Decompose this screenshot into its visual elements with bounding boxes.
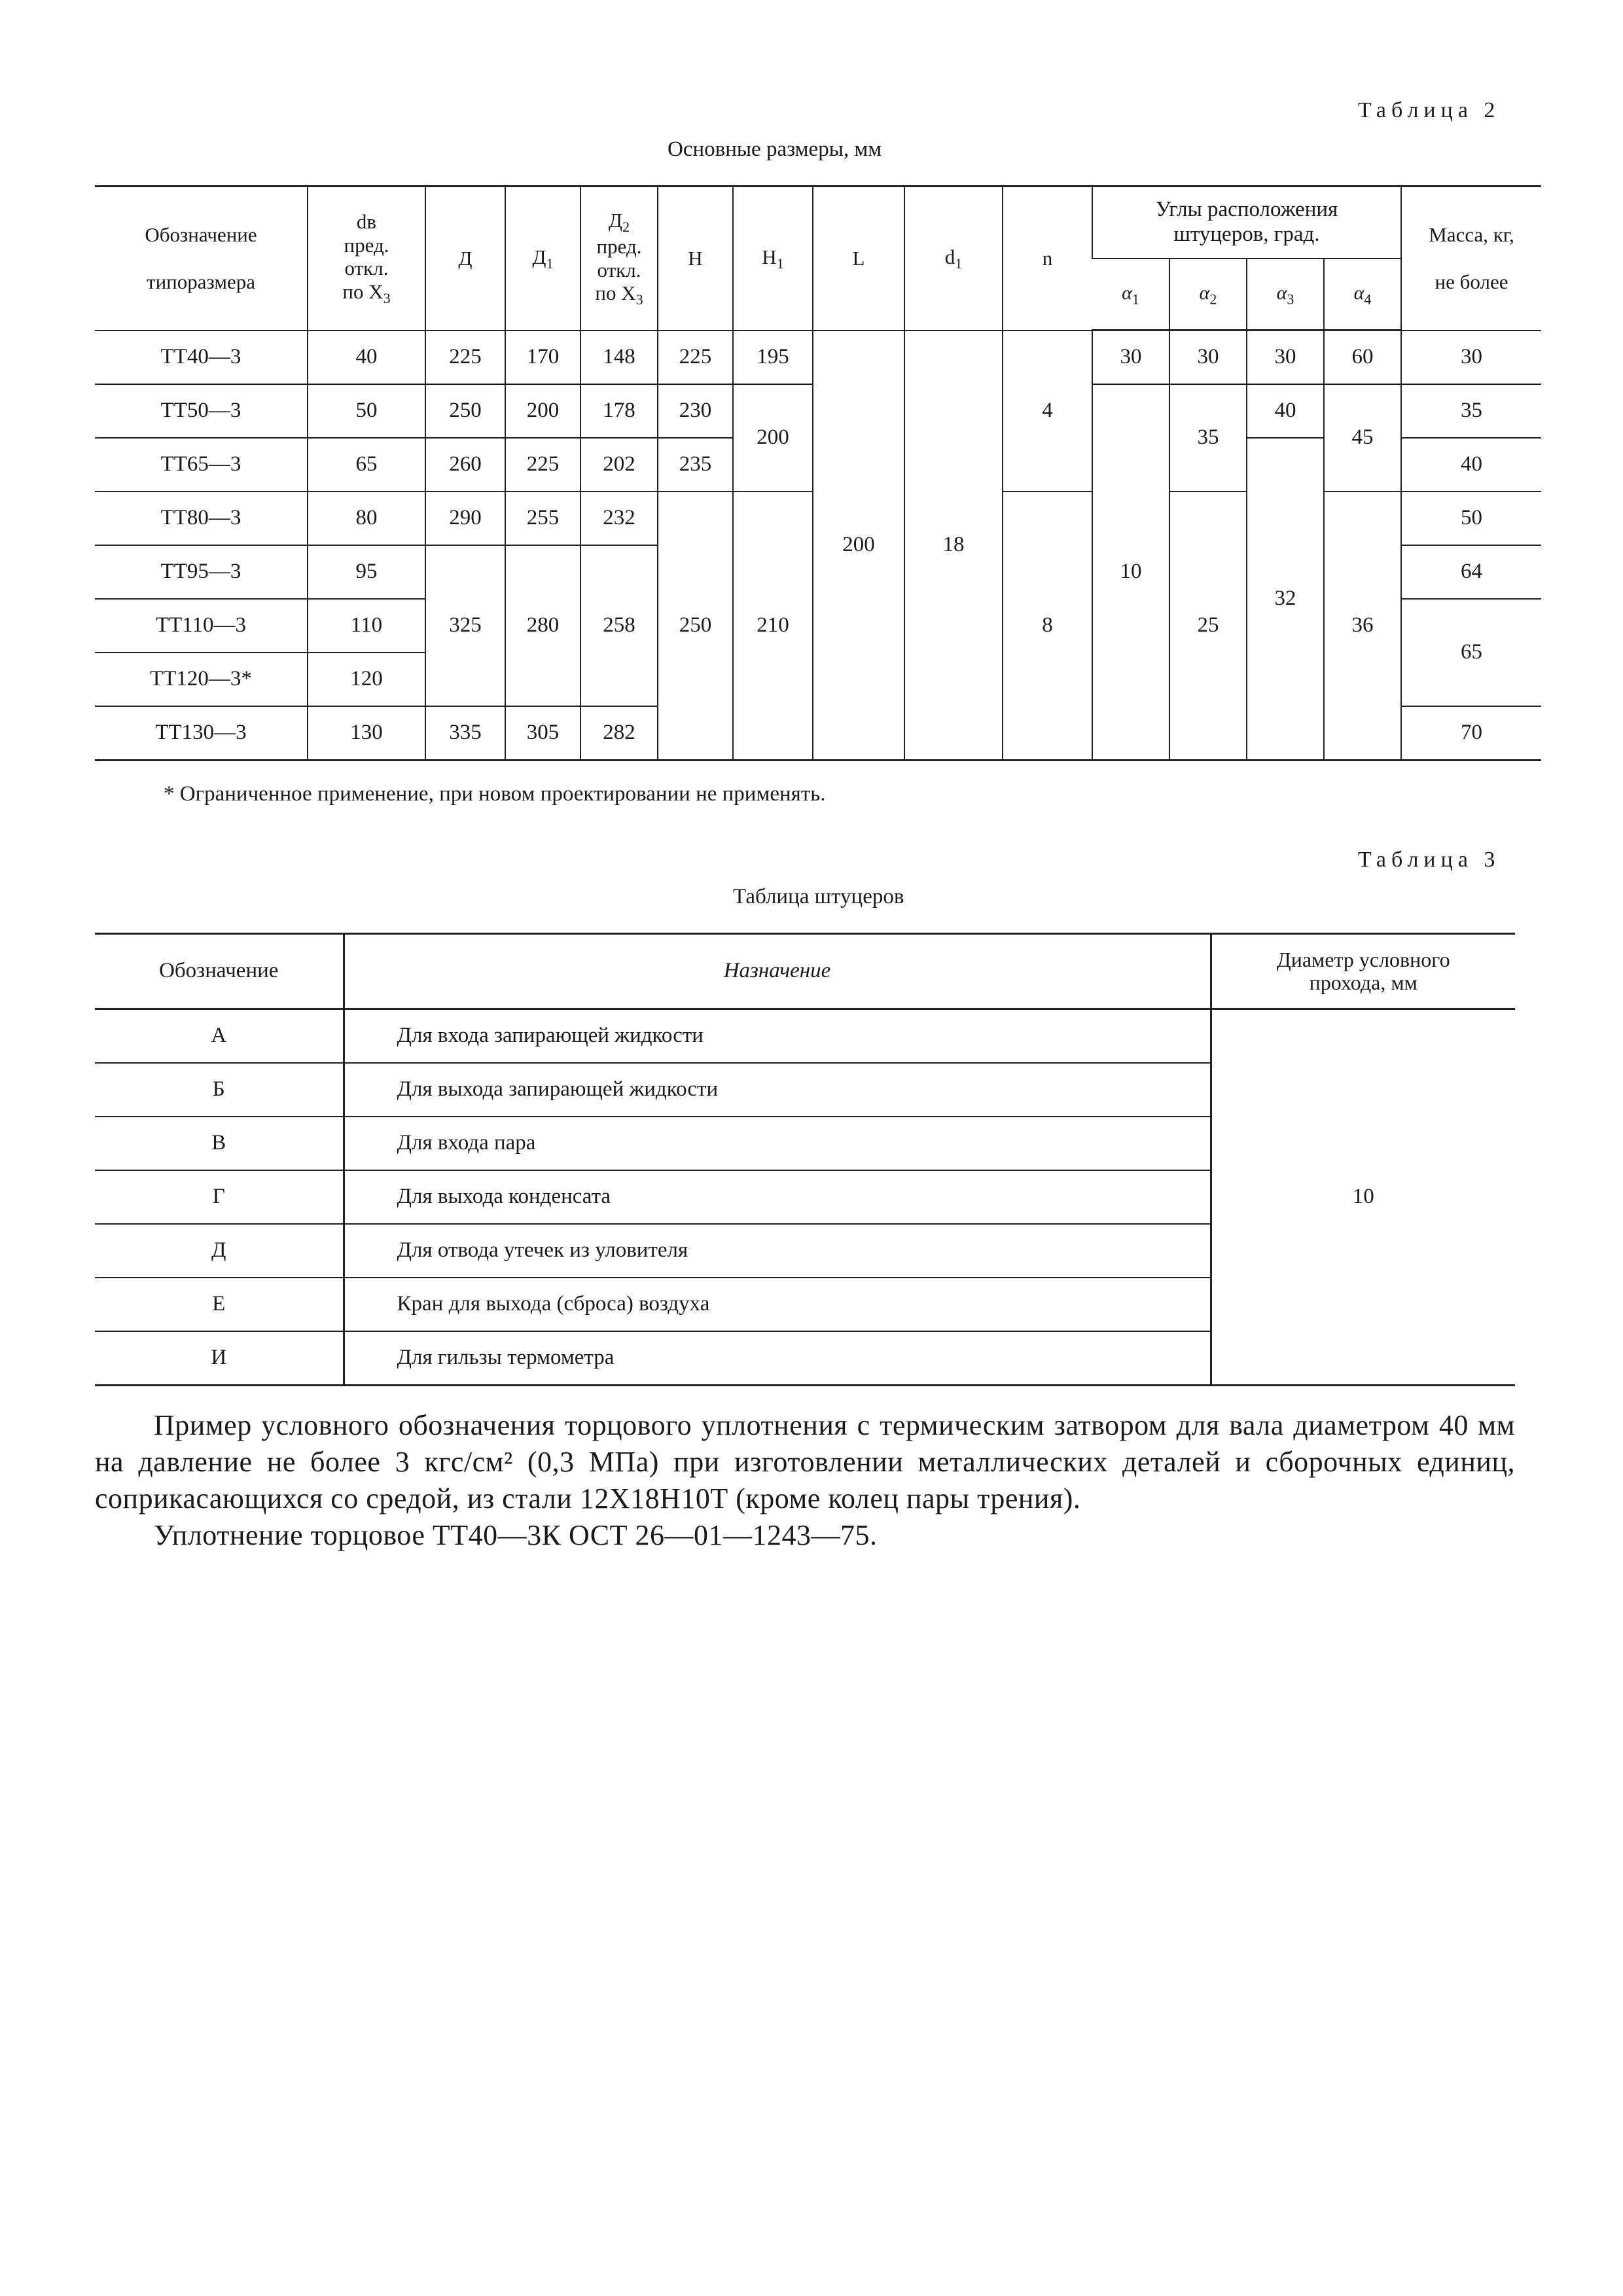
cell-dv: 80 (308, 492, 425, 545)
cell-code: И (95, 1331, 344, 1386)
cell-designation: ТТ40—3 (95, 331, 308, 385)
table3 (95, 933, 1515, 1386)
cell-designation: ТТ120—3* (95, 653, 308, 706)
cell-mass: 70 (1401, 706, 1541, 761)
cell-D: 260 (425, 438, 505, 492)
cell-n-top: 4 (1003, 331, 1092, 492)
cell-D2: 232 (580, 492, 658, 545)
cell-mass: 40 (1401, 438, 1541, 492)
header-alpha3: $\alpha_3$ (1247, 259, 1324, 331)
cell-mass: 35 (1401, 384, 1541, 438)
cell-D-mid: 325 (425, 545, 505, 706)
cell-d1: 18 (904, 331, 1003, 761)
example-designation: Уплотнение торцовое ТТ40—3К ОСТ 26—01—1243—75. (154, 1519, 878, 1551)
table2 (95, 185, 1541, 761)
cell-purpose: Для отвода утечек из уловителя (344, 1224, 1211, 1278)
table2-label: Таблица 2 (1358, 98, 1501, 122)
cell-code: Г (95, 1170, 344, 1224)
cell-alpha3: 40 (1247, 384, 1324, 438)
cell-D1: 200 (505, 384, 580, 438)
cell-D1-mid: 280 (505, 545, 580, 706)
table-row (95, 331, 1541, 385)
cell-dv: 40 (308, 331, 425, 385)
cell-D1: 170 (505, 331, 580, 385)
header-D1: $Д_1$ (505, 187, 580, 331)
table2-caption: Основные размеры, мм (668, 137, 882, 161)
cell-mass-mid: 65 (1401, 599, 1541, 706)
header-n: n (1003, 187, 1092, 331)
cell-D: 335 (425, 706, 505, 761)
cell-H1-mid: 200 (733, 384, 813, 492)
cell-D: 250 (425, 384, 505, 438)
cell-code: Б (95, 1063, 344, 1117)
cell-dv: 130 (308, 706, 425, 761)
header-d1: $d_1$ (904, 187, 1003, 331)
cell-code: А (95, 1009, 344, 1064)
header-dv: dв пред. откл. по $X_3$ (308, 187, 425, 331)
cell-H: 235 (658, 438, 733, 492)
cell-D2-mid: 258 (580, 545, 658, 706)
header-D2: $Д_2$ пред. откл. по $X_3$ (580, 187, 658, 331)
header-designation: Обозначение типоразмера (95, 187, 308, 331)
header-alpha4: $\alpha_4$ (1324, 259, 1401, 331)
header-D: Д (425, 187, 505, 331)
cell-dv: 120 (308, 653, 425, 706)
header-angles: Углы расположения штуцеров, град. (1092, 187, 1401, 259)
cell-alpha3-bot: 32 (1247, 438, 1324, 761)
table3-caption: Таблица штуцеров (733, 885, 904, 908)
header-alpha1: $\alpha_1$ (1092, 259, 1169, 331)
cell-designation: ТТ130—3 (95, 706, 308, 761)
cell-mass: 64 (1401, 545, 1541, 599)
header-H1: $H_1$ (733, 187, 813, 331)
cell-dv: 50 (308, 384, 425, 438)
cell-dv: 65 (308, 438, 425, 492)
header-L: L (813, 187, 904, 331)
cell-designation: ТТ80—3 (95, 492, 308, 545)
cell-purpose: Для входа пара (344, 1117, 1211, 1170)
cell-dv: 110 (308, 599, 425, 653)
header-alpha2: $\alpha_2$ (1169, 259, 1247, 331)
header-purpose: Назначение (344, 934, 1211, 1009)
cell-dv: 95 (308, 545, 425, 599)
cell-mass: 50 (1401, 492, 1541, 545)
header-mass: Масса, кг, не более (1401, 187, 1541, 331)
cell-H1: 195 (733, 331, 813, 385)
cell-mass: 30 (1401, 331, 1541, 385)
cell-purpose: Для входа запирающей жидкости (344, 1009, 1211, 1064)
cell-designation: ТТ65—3 (95, 438, 308, 492)
example-paragraph: Пример условного обозначения торцового уплотнения с термическим затвором для вала диаметром 40 мм на давление не более 3 кгс/см² (0,3 МПа) при изготовлении металлических деталей и сборочных единиц, соприкасающихся со средой, из стали 12Х18Н10Т (кроме колец пары трения). (95, 1409, 1515, 1515)
cell-n-bot: 8 (1003, 492, 1092, 761)
cell-D2: 148 (580, 331, 658, 385)
cell-alpha4-mid: 45 (1324, 384, 1401, 492)
cell-alpha2-mid: 35 (1169, 384, 1247, 492)
cell-designation: ТТ95—3 (95, 545, 308, 599)
header-diameter: Диаметр условного прохода, мм (1211, 934, 1515, 1009)
cell-D: 225 (425, 331, 505, 385)
cell-H1-bot: 210 (733, 492, 813, 761)
cell-L: 200 (813, 331, 904, 761)
cell-D2: 282 (580, 706, 658, 761)
cell-D1: 225 (505, 438, 580, 492)
cell-designation: ТТ110—3 (95, 599, 308, 653)
cell-D1: 305 (505, 706, 580, 761)
cell-alpha1-bot: 10 (1092, 384, 1169, 761)
table2-footnote: * Ограниченное применение, при новом проектировании не применять. (164, 782, 826, 806)
cell-purpose: Для выхода конденсата (344, 1170, 1211, 1224)
cell-purpose: Для выхода запирающей жидкости (344, 1063, 1211, 1117)
header-code: Обозначение (95, 934, 344, 1009)
cell-H: 225 (658, 331, 733, 385)
cell-alpha2: 30 (1169, 331, 1247, 385)
cell-H-bot: 250 (658, 492, 733, 761)
cell-alpha3: 30 (1247, 331, 1324, 385)
cell-diameter: 10 (1352, 1185, 1374, 1209)
cell-alpha2-bot: 25 (1169, 492, 1247, 761)
cell-H: 230 (658, 384, 733, 438)
table-row (95, 1009, 1515, 1064)
header-H: H (658, 187, 733, 331)
cell-code: Д (95, 1224, 344, 1278)
cell-designation: ТТ50—3 (95, 384, 308, 438)
cell-code: В (95, 1117, 344, 1170)
cell-D2: 202 (580, 438, 658, 492)
cell-purpose: Для гильзы термометра (344, 1331, 1211, 1386)
cell-code: Е (95, 1278, 344, 1331)
table3-label: Таблица 3 (1358, 848, 1501, 872)
cell-alpha4: 60 (1324, 331, 1401, 385)
cell-D: 290 (425, 492, 505, 545)
cell-D1: 255 (505, 492, 580, 545)
cell-D2: 178 (580, 384, 658, 438)
cell-alpha1: 30 (1092, 331, 1169, 385)
cell-alpha4-bot: 36 (1324, 492, 1401, 761)
cell-purpose: Кран для выхода (сброса) воздуха (344, 1278, 1211, 1331)
